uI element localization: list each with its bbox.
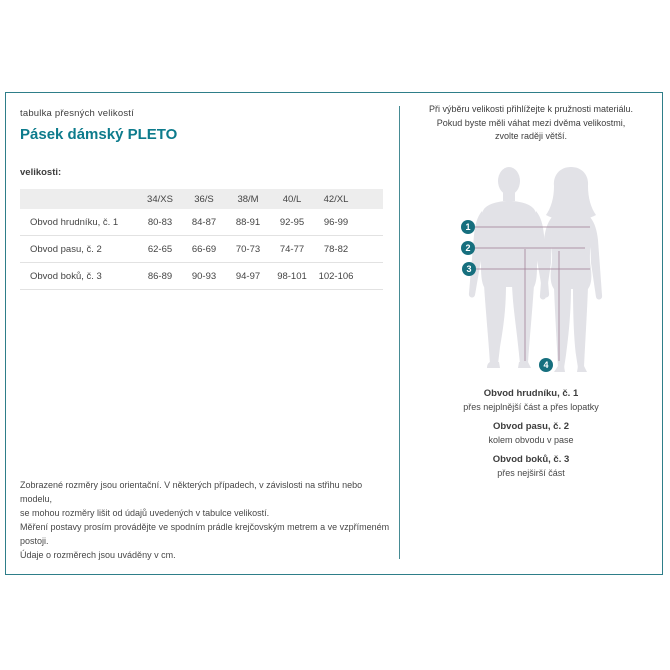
footnote-line: Zobrazené rozměry jsou orientační. V některých případech, v závislosti na střihu nebo modelu, (20, 480, 363, 505)
table-cell: 78-82 (314, 236, 358, 263)
table-row-chest (20, 209, 383, 236)
footnote (20, 479, 391, 563)
silhouettes-figure (406, 165, 656, 377)
marker-4 (539, 358, 553, 372)
size-advice-text (406, 103, 656, 144)
measurement-item-chest (406, 388, 656, 412)
table-cell: 96-99 (314, 209, 358, 236)
table-filler-cell (358, 236, 383, 263)
size-advice-line: Při výběru velikosti přihlížejte k pružnosti materiálu. (428, 104, 634, 114)
table-cell: 92-95 (270, 209, 314, 236)
measurement-desc: přes nejširší část (497, 467, 565, 478)
measurement-descriptions (406, 388, 656, 478)
measurement-item-waist (406, 421, 656, 445)
svg-text:3: 3 (466, 263, 472, 274)
size-table-header-row (20, 189, 383, 209)
measurement-name: Obvod hrudníku, č. 1 (483, 387, 579, 399)
sizes-label: velikosti: (20, 167, 62, 178)
table-row-waist (20, 236, 383, 263)
table-cell: 84-87 (182, 209, 226, 236)
measurement-item-hips (406, 454, 656, 478)
table-cell: 94-97 (226, 263, 270, 290)
row-label: Obvod hrudníku, č. 1 (20, 209, 138, 236)
table-row-hips (20, 263, 383, 290)
size-table-corner-cell (20, 189, 138, 209)
size-column-header: 36/S (194, 194, 214, 205)
table-cell: 90-93 (182, 263, 226, 290)
measurement-name: Obvod boků, č. 3 (492, 453, 570, 465)
marker-2 (461, 241, 475, 255)
measurement-name: Obvod pasu, č. 2 (492, 420, 570, 432)
svg-text:1: 1 (465, 221, 471, 232)
row-label: Obvod pasu, č. 2 (20, 236, 138, 263)
marker-3 (462, 262, 476, 276)
size-table (20, 189, 383, 290)
size-table-section (6, 93, 399, 574)
table-cell: 86-89 (138, 263, 182, 290)
table-filler-cell (358, 209, 383, 236)
table-filler-cell (358, 263, 383, 290)
panel-subtitle: tabulka přesných velikostí (20, 108, 134, 119)
measurement-desc: přes nejplnější část a přes lopatky (463, 401, 599, 412)
footnote-line: se mohou rozměry lišit od údajů uvedených v tabulce velikostí. (20, 508, 270, 519)
body-measurement-diagram (406, 165, 656, 382)
measurement-desc: kolem obvodu v pase (488, 434, 574, 445)
size-chart-panel (5, 92, 663, 575)
table-cell: 98-101 (270, 263, 314, 290)
table-cell: 102-106 (314, 263, 358, 290)
table-cell: 70-73 (226, 236, 270, 263)
size-column-header: 42/XL (323, 194, 349, 205)
table-cell: 66-69 (182, 236, 226, 263)
size-column-header: 34/XS (147, 194, 173, 205)
product-title: Pásek dámský PLETO (20, 126, 178, 143)
size-column-header: 38/M (237, 194, 259, 205)
size-advice-line: zvolte raději větší. (494, 131, 568, 141)
table-cell: 74-77 (270, 236, 314, 263)
measurement-guide-section (400, 93, 662, 574)
table-cell: 80-83 (138, 209, 182, 236)
footnote-line: Měření postavy prosím provádějte ve spodním prádle krejčovským metrem a ve vzpřímeném postoji. (20, 522, 390, 547)
marker-1 (461, 220, 475, 234)
size-advice-line: Pokud byste měli váhat mezi dvěma velikostmi, (436, 117, 626, 128)
table-cell: 88-91 (226, 209, 270, 236)
size-table-filler-cell (358, 189, 383, 209)
size-column-header: 40/L (282, 194, 302, 205)
svg-text:2: 2 (465, 242, 471, 253)
footnote-line: Údaje o rozměrech jsou uváděny v cm. (20, 550, 176, 561)
male-silhouette (469, 167, 549, 368)
table-cell: 62-65 (138, 236, 182, 263)
row-label: Obvod boků, č. 3 (20, 263, 138, 290)
svg-text:4: 4 (543, 359, 549, 370)
